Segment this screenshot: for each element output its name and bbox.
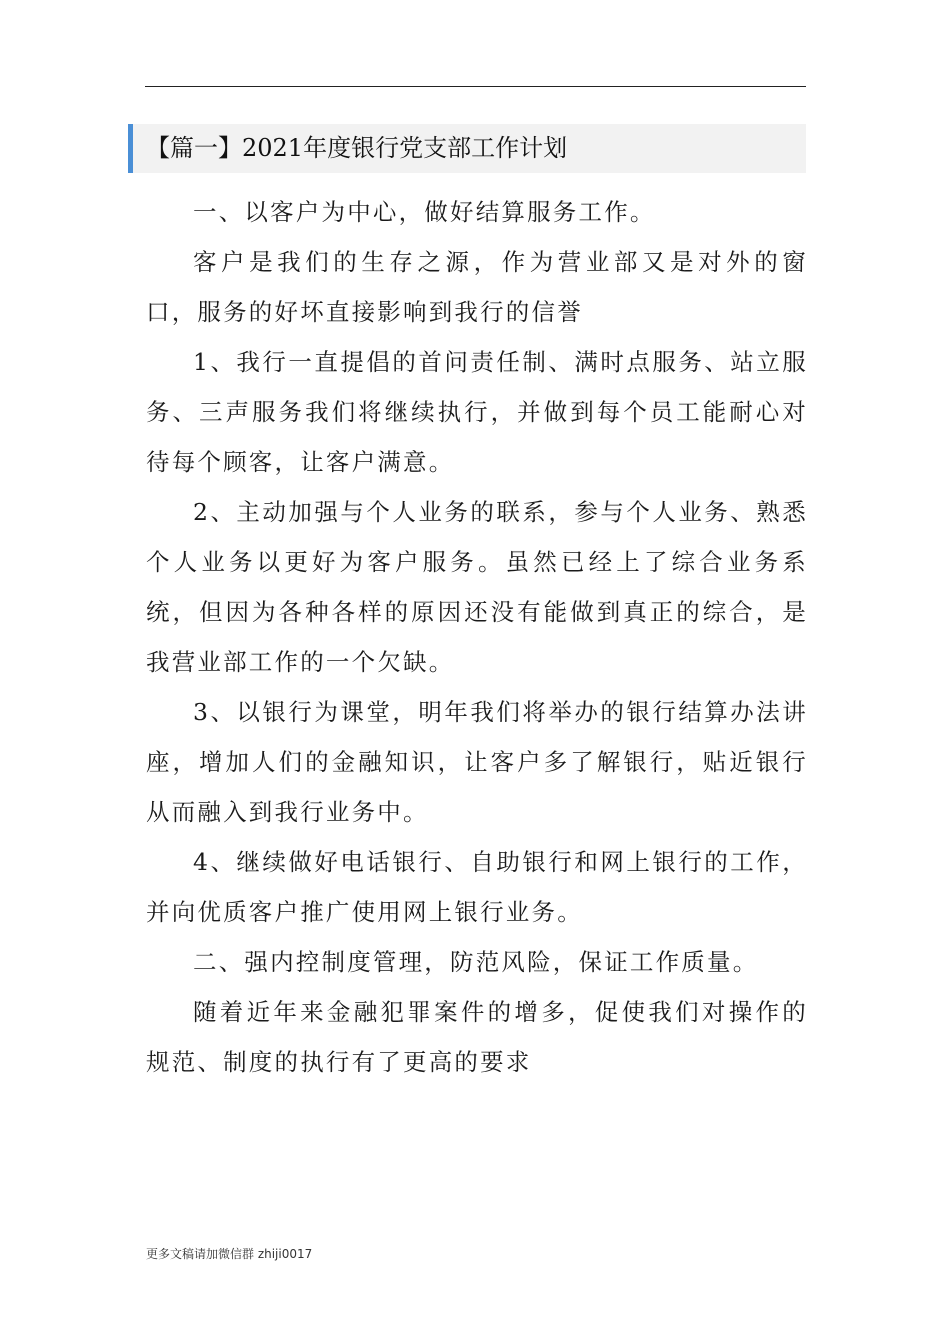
heading-title: 【篇一】2021年度银行党支部工作计划 — [146, 134, 568, 162]
paragraph: 1、我行一直提倡的首问责任制、满时点服务、站立服务、三声服务我们将继续执行，并做到每个员工能耐心对待每个顾客，让客户满意。 — [146, 348, 808, 476]
paragraph: 3、以银行为课堂，明年我们将举办的银行结算办法讲座，增加人们的金融知识，让客户多了解银行，贴近银行从而融入到我行业务中。 — [146, 698, 808, 826]
paragraph: 客户是我们的生存之源，作为营业部又是对外的窗口，服务的好坏直接影响到我行的信誉 — [146, 248, 808, 326]
paragraph: 二、强内控制度管理，防范风险，保证工作质量。 — [193, 948, 759, 976]
paragraph: 2、主动加强与个人业务的联系，参与个人业务、熟悉个人业务以更好为客户服务。虽然已经上了综合业务系统，但因为各种各样的原因还没有能做到真正的综合，是我营业部工作的一个欠缺。 — [146, 498, 808, 676]
header-rule — [145, 86, 806, 87]
paragraph: 随着近年来金融犯罪案件的增多，促使我们对操作的规范、制度的执行有了更高的要求 — [146, 998, 808, 1076]
heading-accent-bar — [128, 124, 133, 173]
footer-note: 更多文稿请加微信群 zhiji0017 — [146, 1247, 313, 1261]
section-heading — [128, 124, 806, 173]
document-body — [146, 187, 808, 1087]
paragraph: 4、继续做好电话银行、自助银行和网上银行的工作，并向优质客户推广使用网上银行业务。 — [146, 848, 808, 926]
paragraph: 一、以客户为中心，做好结算服务工作。 — [193, 198, 656, 226]
